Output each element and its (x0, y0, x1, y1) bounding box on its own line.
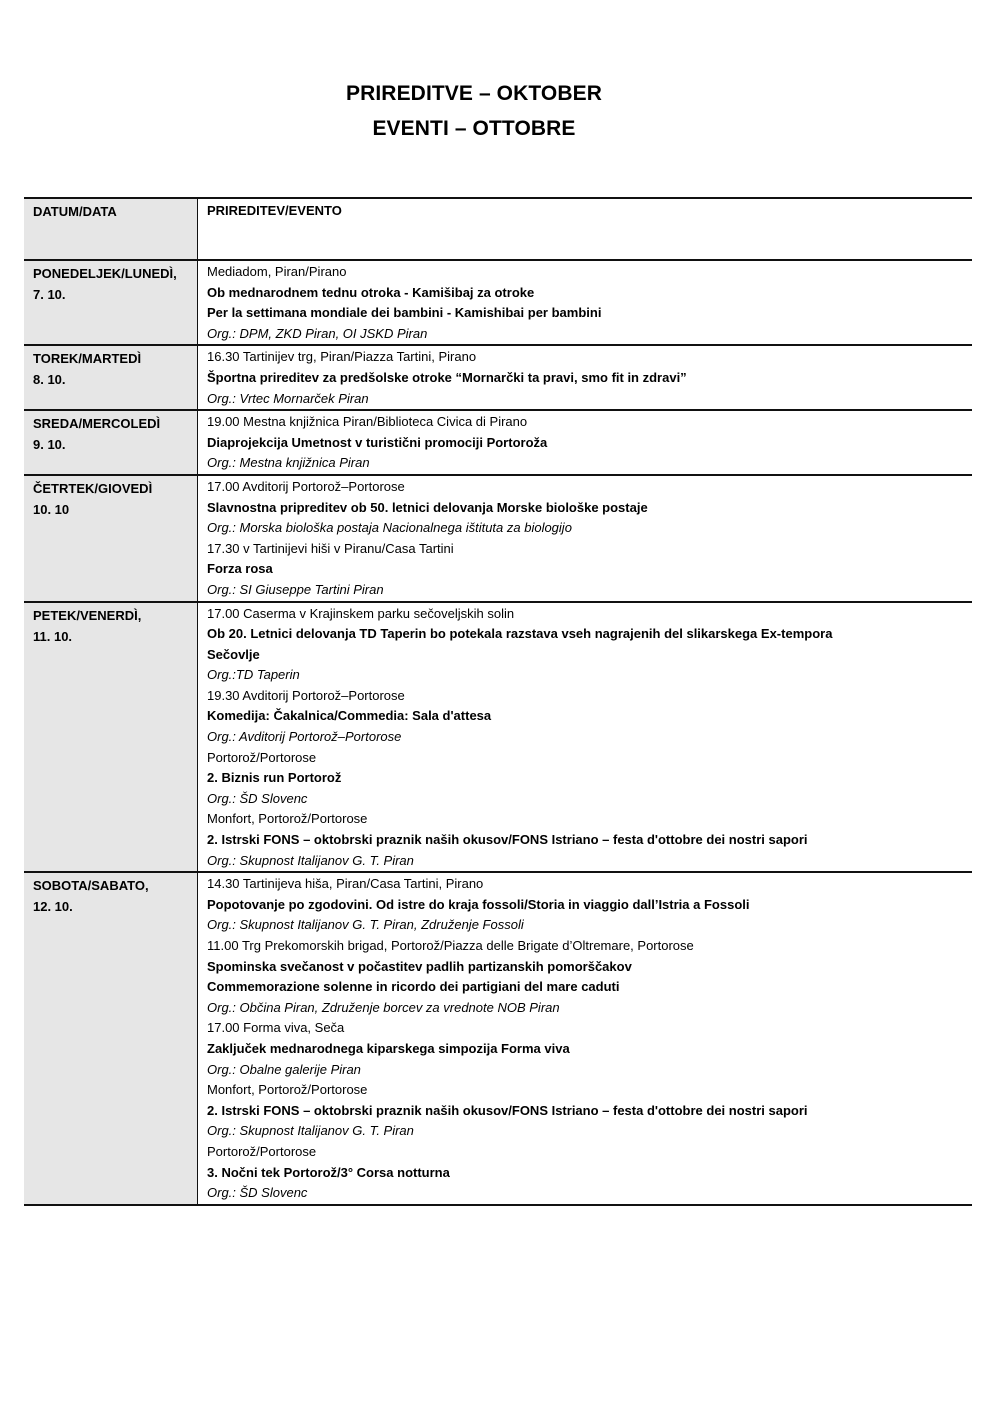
event-title: Forza rosa (207, 561, 273, 577)
date-cell (24, 411, 198, 474)
event-item (207, 1080, 972, 1142)
event-cell (198, 411, 972, 474)
weekday-label: SOBOTA/SABATO, (33, 878, 149, 894)
table-row (24, 474, 972, 601)
weekday-label: TOREK/MARTEDÌ (33, 351, 142, 367)
event-location: Mediadom, Piran/Pirano (207, 264, 347, 279)
event-cell (198, 346, 972, 409)
event-organizer: Org.: Skupnost Italijanov G. T. Piran, Združenje Fossoli (207, 917, 524, 933)
date-cell (24, 261, 198, 344)
event-item (207, 874, 972, 936)
table-header-row (24, 197, 972, 259)
event-title: Diaprojekcija Umetnost v turistični promociji Portoroža (207, 434, 548, 450)
event-title: Zaključek mednarodnega kiparskega simpozija Forma viva (207, 1040, 570, 1056)
event-title: 2. Istrski FONS – oktobrski praznik naših okusov/FONS Istriano – festa d'ottobre dei nostri sapori (207, 1102, 808, 1118)
event-organizer: Org.:TD Taperin (207, 667, 300, 683)
event-item (207, 262, 972, 344)
event-organizer: Org.: Avditorij Portorož–Portorose (207, 729, 402, 745)
event-item (207, 809, 972, 871)
weekday-label: ČETRTEK/GIOVEDÌ (33, 480, 153, 496)
header-date-label: DATUM/DATA (33, 204, 117, 219)
event-cell (198, 261, 972, 344)
event-title: 3. Nočni tek Portorož/3° Corsa notturna (207, 1164, 450, 1180)
event-title: Commemorazione solenne in ricordo dei partigiani del mare caduti (207, 979, 620, 995)
event-organizer: Org.: SI Giuseppe Tartini Piran (207, 581, 384, 597)
event-item (207, 748, 972, 810)
page-subtitle: EVENTI – OTTOBRE (372, 117, 576, 140)
event-item (207, 412, 972, 474)
date-cell (24, 873, 198, 1204)
event-title: Športna prireditev za predšolske otroke “Mornarčki ta pravi, smo fit in zdravi” (207, 369, 687, 385)
event-cell (198, 873, 972, 1204)
event-cell (198, 476, 972, 601)
event-organizer: Org.: Mestna knjižnica Piran (207, 455, 370, 471)
event-organizer: Org.: ŠD Slovenc (207, 1185, 308, 1201)
date-label: 8. 10. (33, 372, 66, 388)
date-cell (24, 603, 198, 872)
table-row (24, 344, 972, 409)
table-body (24, 259, 972, 1206)
event-item (207, 1018, 972, 1080)
weekday-label: PETEK/VENERDÌ, (33, 607, 142, 623)
event-location: Portorož/Portorose (207, 1143, 317, 1159)
event-item (207, 936, 972, 1018)
event-title: Komedija: Čakalnica/Commedia: Sala d'attesa (207, 708, 492, 724)
event-location: 19.00 Mestna knjižnica Piran/Biblioteca Civica di Pirano (207, 414, 528, 430)
event-title: 2. Istrski FONS – oktobrski praznik naših okusov/FONS Istriano – festa d'ottobre dei nostri sapori (207, 832, 808, 848)
event-organizer: Org.: Skupnost Italijanov G. T. Piran (207, 1123, 414, 1139)
date-label: 7. 10. (33, 287, 66, 302)
event-organizer: Org.: Občina Piran, Združenje borcev za vrednote NOB Piran (207, 999, 560, 1015)
event-title: Slavnostna pripreditev ob 50. letnici delovanja Morske biološke postaje (207, 499, 648, 515)
event-location: 16.30 Tartinijev trg, Piran/Piazza Tartini, Pirano (207, 349, 477, 365)
weekday-label: PONEDELJEK/LUNEDÌ, (33, 266, 177, 281)
event-title: Per la settimana mondiale dei bambini - Kamishibai per bambini (207, 305, 602, 321)
event-organizer: Org.: ŠD Slovenc (207, 790, 308, 806)
event-organizer: Org.: Morska biološka postaja Nacionalnega ištituta za biologijo (207, 520, 572, 536)
event-location: 17.00 Avditorij Portorož–Portorose (207, 478, 405, 494)
event-location: 14.30 Tartinijeva hiša, Piran/Casa Tartini, Pirano (207, 876, 484, 892)
event-location: 17.00 Forma viva, Seča (207, 1020, 345, 1036)
event-item (207, 539, 972, 601)
header-event-label: PRIREDITEV/EVENTO (207, 203, 342, 218)
event-organizer: Org.: DPM, ZKD Piran, OI JSKD Piran (207, 325, 428, 341)
event-cell (198, 603, 972, 872)
event-title: 2. Biznis run Portorož (207, 770, 342, 786)
date-cell (24, 476, 198, 601)
event-title: Ob 20. Letnici delovanja TD Taperin bo potekala razstava vseh nagrajenih del slikarskega Ex-tempora (207, 626, 833, 642)
event-title: Sečovlje (207, 646, 260, 662)
event-location: 19.30 Avditorij Portorož–Portorose (207, 687, 405, 703)
event-organizer: Org.: Skupnost Italijanov G. T. Piran (207, 852, 414, 868)
event-item (207, 477, 972, 539)
event-location: 11.00 Trg Prekomorskih brigad, Portorož/Piazza delle Brigate d’Oltremare, Portorose (207, 938, 694, 953)
date-label: 11. 10. (33, 628, 73, 644)
page-title: PRIREDITVE – OKTOBER (346, 82, 602, 105)
event-item (207, 1142, 972, 1204)
table-row (24, 409, 972, 474)
table-row (24, 259, 972, 344)
event-location: Portorož/Portorose (207, 749, 317, 765)
date-label: 10. 10 (33, 501, 70, 517)
event-organizer: Org.: Vrtec Mornarček Piran (207, 390, 369, 406)
weekday-label: SREDA/MERCOLEDÌ (33, 416, 161, 432)
header-date-cell (24, 199, 198, 259)
event-location: 17.30 v Tartinijevi hiši v Piranu/Casa Tartini (207, 540, 454, 556)
event-location: 17.00 Caserma v Krajinskem parku sečoveljskih solin (207, 605, 515, 621)
date-cell (24, 346, 198, 409)
event-title: Popotovanje po zgodovini. Od istre do kraja fossoli/Storia in viaggio dall’Istria a Fossoli (207, 896, 750, 912)
table-row (24, 871, 972, 1206)
event-item (207, 347, 972, 409)
event-title: Spominska svečanost v počastitev padlih partizanskih pomorščakov (207, 958, 632, 974)
event-location: Monfort, Portorož/Portorose (207, 1082, 368, 1098)
event-organizer: Org.: Obalne galerije Piran (207, 1061, 361, 1077)
event-title: Ob mednarodnem tednu otroka - Kamišibaj za otroke (207, 284, 535, 300)
date-label: 12. 10. (33, 899, 73, 915)
event-location: Monfort, Portorož/Portorose (207, 811, 368, 827)
events-table (24, 197, 972, 1206)
table-row (24, 601, 972, 872)
event-item (207, 686, 972, 748)
date-label: 9. 10. (33, 437, 66, 453)
event-item (207, 604, 972, 686)
header-event-cell (198, 199, 972, 259)
